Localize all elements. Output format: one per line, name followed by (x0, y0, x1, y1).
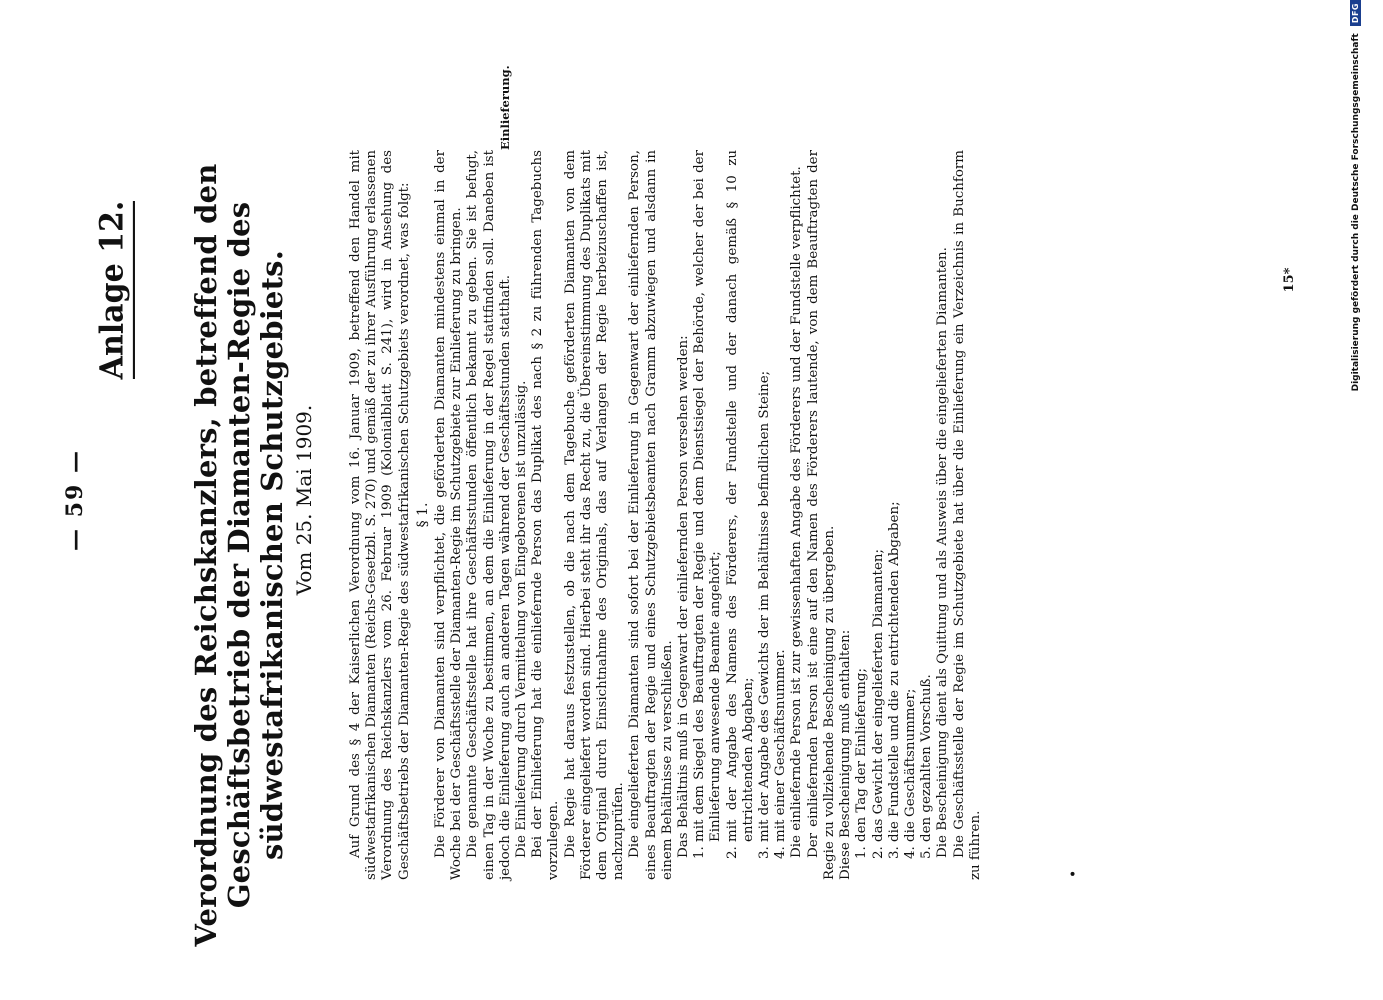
list-item: 5. den gezahlten Vorschuß. (919, 150, 935, 842)
page-number: — 59 — (62, 449, 88, 551)
margin-note: Einlieferung. (498, 65, 512, 150)
signature-mark: 15* (1282, 267, 1297, 293)
list-item: 4. die Geschäftsnummer; (903, 150, 919, 842)
section-heading: § 1. (414, 502, 431, 528)
intro-paragraph: Auf Grund des § 4 der Kaiserlichen Verordnung vom 16. Januar 1909, betreffend den Handel mit südwestafrikanischen Diamanten (Reichs-Gesetzbl. S. 270) und gemäß der zu ihrer Ausführung erlassenen Verordnung des Reichskanzlers vom 26. Februar 1909 (Kolonialblatt S. 241), wird in Ansehung des Geschäftsbetriebs der Diamanten-Regie des südwestafrikanischen Schutzgebiets verordnet, was folgt: (348, 150, 412, 880)
body-paragraph: Das Behältnis muß in Gegenwart der einliefernden Person versehen werden: (676, 335, 692, 858)
body-paragraph: Die Einlieferung durch Vermittelung von Eingeborenen ist unzulässig. (514, 380, 530, 858)
document-title: Verordnung des Reichskanzlers, betreffend den Geschäftsbetrieb der Diamanten-Regie des südwestafrikanischen Schutzgebiets. (189, 163, 289, 947)
annex-heading (95, 110, 134, 470)
body-paragraph: Die Geschäftsstelle der Regie im Schutzgebiete hat über die Einlieferung ein Verzeichnis in Buchform zu führen. (951, 150, 983, 880)
list-item: 2. mit der Angabe des Namens des Förderers, der Fundstelle und der danach gemäß § 10 zu entrichtenden Abgaben; (725, 150, 757, 842)
list-item: 1. den Tag der Einlieferung; (854, 150, 870, 842)
certificate-contents-list (854, 150, 935, 880)
dfg-logo: DFG (1350, 0, 1361, 26)
body-paragraph: Bei der Einlieferung hat die einliefernde Person das Duplikat des nach § 2 zu führenden Tagebuchs vorzulegen. (530, 150, 562, 880)
list-item: 1. mit dem Siegel des Beauftragten der Regie und dem Dienstsiegel der Behörde, welcher der bei der Einlieferung anwesende Beamte angehört; (692, 150, 724, 842)
body-paragraph: Die Regie hat daraus festzustellen, ob die nach dem Tagebuche geförderten Diamanten von dem Förderer eingeliefert worden sind. Hierbei steht ihr das Recht zu, die Übereinstimmung des Duplikats mit dem Original durch Einsichtnahme des Originals, das auf Verlangen der Regie herbeizuschaffen ist, nachzuprüfen. (562, 150, 627, 880)
document-body (348, 150, 984, 880)
margin-dot: • (1066, 869, 1082, 878)
list-item: 3. mit der Angabe des Gewichts der im Behältnisse befindlichen Steine; (757, 150, 773, 842)
body-paragraph: Der einliefernden Person ist eine auf den Namen des Förderers lautende, von dem Beauftragten der Regie zu vollziehende Bescheinigung zu übergeben. (805, 150, 837, 880)
list-item: 2. das Gewicht der eingelieferten Diamanten; (871, 150, 887, 842)
annex-label: Anlage 12. (94, 201, 135, 380)
body-paragraph: Diese Bescheinigung muß enthalten: (838, 629, 854, 880)
list-item: 4. mit einer Geschäftsnummer. (773, 150, 789, 842)
digitization-text: Digitalisierung gefördert durch die Deutsche Forschungsgemeinschaft (1351, 33, 1361, 392)
seal-requirements-list (692, 150, 789, 880)
list-item: 3. die Fundstelle und die zu entrichtenden Abgaben; (887, 150, 903, 842)
body-paragraph: Die Förderer von Diamanten sind verpflichtet, die geförderten Diamanten mindestens einmal in der Woche bei der Geschäftsstelle der Diamanten-Regie im Schutzgebiete zur Einlieferung zu bringen. (433, 150, 465, 880)
document-date: Vom 25. Mai 1909. (292, 404, 316, 596)
body-paragraph: Die eingelieferten Diamanten sind sofort bei der Einlieferung in Gegenwart der einliefernden Person, eines Beauftragten der Regie und eines Schutzgebietsbeamten nach Gramm abzuwiegen und alsdann in einem Behältnisse zu verschließen. (627, 150, 675, 880)
digitization-note (1350, 0, 1361, 1000)
body-paragraph: Die einliefernde Person ist zur gewissenhaften Angabe des Förderers und der Fundstelle verpflichtet. (789, 166, 805, 858)
body-paragraph: Die genannte Geschäftsstelle hat ihre Geschäftsstunden öffentlich bekannt zu geben. Sie ist befugt, einen Tag in der Woche zu bestimmen, an dem die Einlieferung in der Regel stattfinden soll. Daneben ist jedoch die Einlieferung auch an anderen Tagen während der Geschäftsstunden statthaft. (465, 150, 513, 880)
body-paragraph: Die Bescheinigung dient als Quittung und als Ausweis über die eingelieferten Diamanten. (935, 247, 951, 858)
